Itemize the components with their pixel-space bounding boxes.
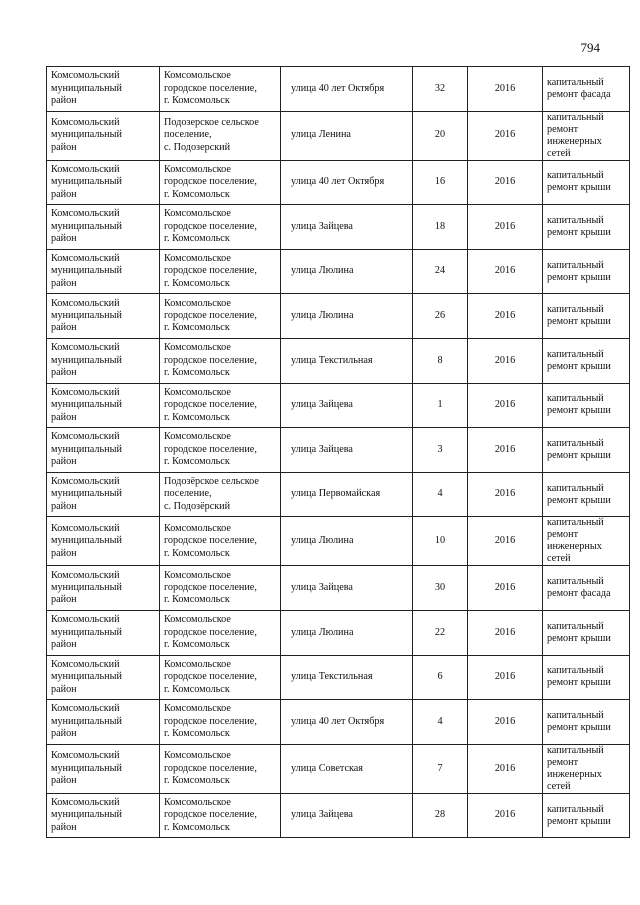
street-text: улица Зайцева <box>291 443 353 455</box>
work-type-text: капитальный ремонт крыши <box>547 348 611 372</box>
district-cell <box>47 700 160 745</box>
street-text: улица Люлина <box>291 626 354 638</box>
settlement-text: Комсомольское городское поселение, г. Комсомольск <box>164 522 257 559</box>
house-number-cell <box>413 472 468 517</box>
district-cell <box>47 744 160 793</box>
work-type-cell <box>543 655 630 700</box>
street-cell <box>281 383 413 428</box>
year-text: 2016 <box>494 626 516 638</box>
table-row <box>47 700 630 745</box>
work-type-text: капитальный ремонт крыши <box>547 803 611 827</box>
year-cell <box>468 472 543 517</box>
table-row <box>47 428 630 473</box>
table-row <box>47 610 630 655</box>
year-cell <box>468 160 543 205</box>
street-cell <box>281 428 413 473</box>
work-type-text: капитальный ремонт инженерных сетей <box>547 744 604 792</box>
table-row <box>47 205 630 250</box>
year-text: 2016 <box>494 535 516 547</box>
settlement-cell <box>160 744 281 793</box>
street-text: улица Зайцева <box>291 399 353 411</box>
district-cell <box>47 294 160 339</box>
settlement-text: Комсомольское городское поселение, г. Комсомольск <box>164 614 257 650</box>
work-type-text: капитальный ремонт крыши <box>547 393 611 417</box>
settlement-text: Комсомольское городское поселение, г. Комсомольск <box>164 658 257 695</box>
year-text: 2016 <box>494 488 516 500</box>
house-number-cell <box>413 566 468 611</box>
work-type-cell <box>543 160 630 205</box>
house-number-text: 32 <box>434 82 446 94</box>
work-type-cell <box>543 566 630 611</box>
work-type-cell <box>543 294 630 339</box>
district-text: Комсомольский муниципальный район <box>51 569 122 606</box>
page-number: 794 <box>580 40 600 55</box>
work-type-cell <box>543 428 630 473</box>
house-number-cell <box>413 428 468 473</box>
work-type-text: капитальный ремонт крыши <box>547 304 611 328</box>
street-text: улица Первомайская <box>291 488 381 500</box>
table-row <box>47 160 630 205</box>
street-cell <box>281 111 413 160</box>
street-text: улица 40 лет Октября <box>291 715 385 727</box>
year-cell <box>468 205 543 250</box>
settlement-text: Комсомольское городское поселение, г. Комсомольск <box>164 569 257 606</box>
street-cell <box>281 610 413 655</box>
settlement-cell <box>160 205 281 250</box>
table-row <box>47 111 630 160</box>
settlement-text: Комсомольское городское поселение, г. Комсомольск <box>164 163 257 200</box>
district-text: Комсомольский муниципальный район <box>51 750 122 786</box>
work-type-cell <box>543 744 630 793</box>
house-number-cell <box>413 160 468 205</box>
year-cell <box>468 249 543 294</box>
year-cell <box>468 111 543 160</box>
work-type-cell <box>543 517 630 566</box>
district-cell <box>47 610 160 655</box>
work-type-text: капитальный ремонт крыши <box>547 709 611 733</box>
table-row <box>47 566 630 611</box>
year-text: 2016 <box>494 82 516 94</box>
settlement-cell <box>160 294 281 339</box>
district-text: Комсомольский муниципальный район <box>51 475 122 512</box>
house-number-text: 3 <box>437 443 443 455</box>
street-text: улица Текстильная <box>291 671 373 683</box>
district-text: Комсомольский муниципальный район <box>51 431 122 468</box>
year-text: 2016 <box>494 443 516 455</box>
street-text: улица Зайцева <box>291 581 353 593</box>
year-cell <box>468 610 543 655</box>
district-text: Комсомольский муниципальный район <box>51 297 122 334</box>
street-cell <box>281 700 413 745</box>
district-cell <box>47 67 160 112</box>
year-text: 2016 <box>494 265 516 277</box>
year-cell <box>468 700 543 745</box>
settlement-text: Комсомольское городское поселение, г. Комсомольск <box>164 297 257 334</box>
district-cell <box>47 793 160 838</box>
work-type-text: капитальный ремонт крыши <box>547 482 611 506</box>
work-type-text: капитальный ремонт крыши <box>547 620 611 644</box>
year-text: 2016 <box>494 309 516 321</box>
street-text: улица Ленина <box>291 129 351 141</box>
work-type-cell <box>543 111 630 160</box>
district-cell <box>47 205 160 250</box>
street-cell <box>281 294 413 339</box>
district-text: Комсомольский муниципальный район <box>51 703 122 740</box>
work-type-cell <box>543 338 630 383</box>
house-number-text: 16 <box>434 176 446 188</box>
settlement-cell <box>160 517 281 566</box>
settlement-cell <box>160 338 281 383</box>
house-number-text: 8 <box>437 354 443 366</box>
table-row <box>47 383 630 428</box>
house-number-text: 6 <box>437 671 443 683</box>
district-text: Комсомольский муниципальный район <box>51 163 122 200</box>
work-type-cell <box>543 793 630 838</box>
year-text: 2016 <box>494 176 516 188</box>
street-cell <box>281 566 413 611</box>
house-number-cell <box>413 517 468 566</box>
street-cell <box>281 655 413 700</box>
year-cell <box>468 744 543 793</box>
street-cell <box>281 793 413 838</box>
work-type-text: капитальный ремонт крыши <box>547 259 611 283</box>
house-number-text: 22 <box>434 626 446 638</box>
house-number-cell <box>413 610 468 655</box>
settlement-cell <box>160 655 281 700</box>
house-number-text: 4 <box>437 488 443 500</box>
settlement-text: Комсомольское городское поселение, г. Комсомольск <box>164 431 257 468</box>
settlement-cell <box>160 111 281 160</box>
street-cell <box>281 67 413 112</box>
work-type-text: капитальный ремонт крыши <box>547 214 611 238</box>
house-number-text: 18 <box>434 220 446 232</box>
district-cell <box>47 338 160 383</box>
year-text: 2016 <box>494 581 516 593</box>
house-number-cell <box>413 383 468 428</box>
year-cell <box>468 566 543 611</box>
house-number-text: 28 <box>434 809 446 821</box>
street-cell <box>281 249 413 294</box>
house-number-cell <box>413 205 468 250</box>
street-text: улица 40 лет Октября <box>291 176 385 188</box>
house-number-text: 10 <box>434 535 446 547</box>
work-type-cell <box>543 67 630 112</box>
year-text: 2016 <box>494 399 516 411</box>
house-number-text: 26 <box>434 309 446 321</box>
year-text: 2016 <box>494 715 516 727</box>
work-type-cell <box>543 472 630 517</box>
house-number-cell <box>413 655 468 700</box>
district-text: Комсомольский муниципальный район <box>51 614 122 650</box>
settlement-text: Подозёрское сельское поселение, с. Подозёрский <box>164 475 259 512</box>
settlement-cell <box>160 700 281 745</box>
district-cell <box>47 383 160 428</box>
settlement-cell <box>160 472 281 517</box>
settlement-text: Комсомольское городское поселение, г. Комсомольск <box>164 252 257 289</box>
work-type-text: капитальный ремонт инженерных сетей <box>547 517 604 565</box>
settlement-text: Комсомольское городское поселение, г. Комсомольск <box>164 703 257 740</box>
district-text: Комсомольский муниципальный район <box>51 386 122 423</box>
year-cell <box>468 383 543 428</box>
house-number-text: 1 <box>437 399 443 411</box>
district-cell <box>47 160 160 205</box>
house-number-cell <box>413 111 468 160</box>
year-text: 2016 <box>494 220 516 232</box>
work-type-text: капитальный ремонт инженерных сетей <box>547 111 604 159</box>
settlement-text: Подозерское сельское поселение, с. Подозерский <box>164 116 259 153</box>
table-row <box>47 793 630 838</box>
settlement-text: Комсомольское городское поселение, г. Комсомольск <box>164 386 257 423</box>
district-cell <box>47 249 160 294</box>
work-type-cell <box>543 383 630 428</box>
street-text: улица Люлина <box>291 535 354 547</box>
district-cell <box>47 111 160 160</box>
house-number-text: 30 <box>434 581 446 593</box>
year-cell <box>468 294 543 339</box>
year-text: 2016 <box>494 129 516 141</box>
street-text: улица Люлина <box>291 265 354 277</box>
house-number-cell <box>413 294 468 339</box>
year-cell <box>468 428 543 473</box>
year-cell <box>468 655 543 700</box>
district-text: Комсомольский муниципальный район <box>51 70 122 106</box>
street-cell <box>281 160 413 205</box>
district-text: Комсомольский муниципальный район <box>51 208 122 245</box>
table-row <box>47 655 630 700</box>
table-row <box>47 338 630 383</box>
settlement-text: Комсомольское городское поселение, г. Комсомольск <box>164 70 257 106</box>
work-type-text: капитальный ремонт фасада <box>547 76 611 100</box>
street-text: улица Люлина <box>291 309 354 321</box>
settlement-cell <box>160 610 281 655</box>
district-cell <box>47 517 160 566</box>
street-text: улица Текстильная <box>291 354 373 366</box>
district-text: Комсомольский муниципальный район <box>51 658 122 695</box>
table-row <box>47 67 630 112</box>
house-number-cell <box>413 793 468 838</box>
year-cell <box>468 793 543 838</box>
street-cell <box>281 517 413 566</box>
table-row <box>47 517 630 566</box>
settlement-text: Комсомольское городское поселение, г. Комсомольск <box>164 342 257 378</box>
work-type-text: капитальный ремонт крыши <box>547 437 611 461</box>
district-cell <box>47 472 160 517</box>
district-text: Комсомольский муниципальный район <box>51 116 122 153</box>
table-body <box>47 67 630 838</box>
settlement-text: Комсомольское городское поселение, г. Комсомольск <box>164 796 257 833</box>
house-number-text: 24 <box>434 265 446 277</box>
street-cell <box>281 338 413 383</box>
settlement-cell <box>160 67 281 112</box>
repair-schedule-table <box>46 66 630 838</box>
table-row <box>47 294 630 339</box>
work-type-cell <box>543 700 630 745</box>
house-number-cell <box>413 338 468 383</box>
house-number-text: 7 <box>437 762 443 774</box>
street-cell <box>281 205 413 250</box>
district-text: Комсомольский муниципальный район <box>51 342 122 378</box>
street-text: улица Зайцева <box>291 809 353 821</box>
settlement-text: Комсомольское городское поселение, г. Комсомольск <box>164 208 257 245</box>
settlement-cell <box>160 249 281 294</box>
work-type-cell <box>543 610 630 655</box>
district-cell <box>47 428 160 473</box>
table-row <box>47 249 630 294</box>
house-number-text: 20 <box>434 129 446 141</box>
street-text: улица 40 лет Октября <box>291 82 385 94</box>
settlement-cell <box>160 160 281 205</box>
work-type-text: капитальный ремонт крыши <box>547 665 611 689</box>
work-type-text: капитальный ремонт крыши <box>547 170 611 194</box>
settlement-cell <box>160 383 281 428</box>
year-cell <box>468 67 543 112</box>
year-cell <box>468 517 543 566</box>
settlement-cell <box>160 793 281 838</box>
street-text: улица Советская <box>291 762 363 774</box>
work-type-cell <box>543 249 630 294</box>
settlement-cell <box>160 566 281 611</box>
street-text: улица Зайцева <box>291 220 353 232</box>
district-text: Комсомольский муниципальный район <box>51 252 122 289</box>
year-text: 2016 <box>494 809 516 821</box>
house-number-cell <box>413 744 468 793</box>
district-cell <box>47 566 160 611</box>
work-type-cell <box>543 205 630 250</box>
year-text: 2016 <box>494 354 516 366</box>
table-row <box>47 472 630 517</box>
year-text: 2016 <box>494 671 516 683</box>
district-text: Комсомольский муниципальный район <box>51 522 122 559</box>
street-cell <box>281 472 413 517</box>
year-text: 2016 <box>494 762 516 774</box>
year-cell <box>468 338 543 383</box>
house-number-text: 4 <box>437 715 443 727</box>
work-type-text: капитальный ремонт фасада <box>547 576 611 600</box>
district-cell <box>47 655 160 700</box>
settlement-cell <box>160 428 281 473</box>
house-number-cell <box>413 700 468 745</box>
street-cell <box>281 744 413 793</box>
district-text: Комсомольский муниципальный район <box>51 796 122 833</box>
table-row <box>47 744 630 793</box>
house-number-cell <box>413 249 468 294</box>
house-number-cell <box>413 67 468 112</box>
settlement-text: Комсомольское городское поселение, г. Комсомольск <box>164 750 257 786</box>
